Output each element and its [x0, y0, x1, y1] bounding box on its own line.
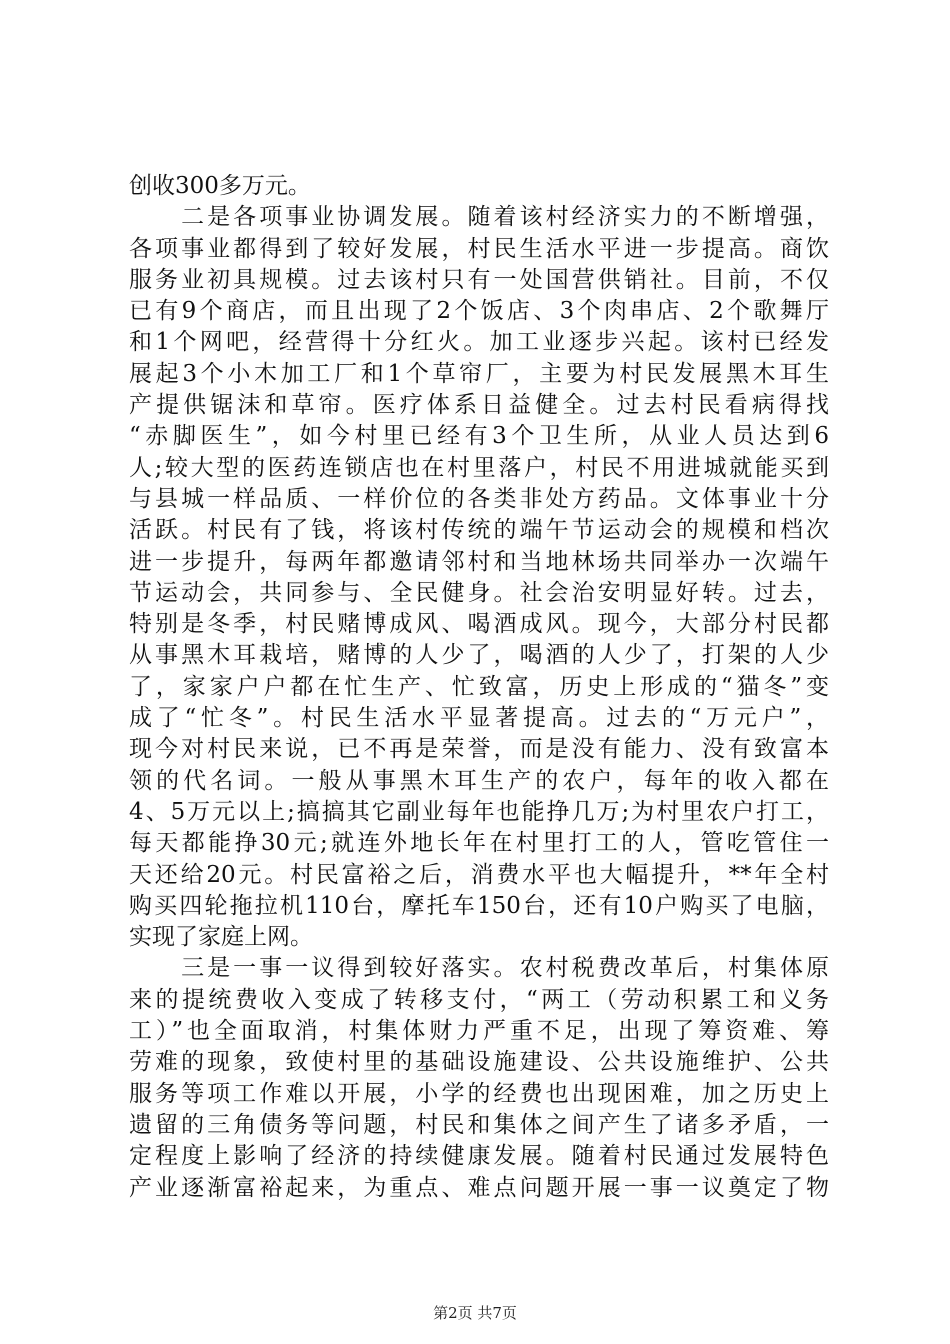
text-line: 从事黑木耳栽培，赌博的人少了，喝酒的人少了，打架的人少 — [129, 642, 829, 669]
text-line: 每天都能挣30元;就连外地长年在村里打工的人，管吃管住一 — [129, 830, 829, 857]
text-line: 活跃。村民有了钱，将该村传统的端午节运动会的规模和档次 — [129, 517, 829, 544]
text-line: 实现了家庭上网。 — [129, 924, 313, 951]
text-line: 各项事业都得到了较好发展，村民生活水平进一步提高。商饮 — [129, 235, 829, 262]
text-line: 已有9个商店，而且出现了2个饭店、3个肉串店、2个歌舞厅 — [129, 298, 829, 325]
text-line: 成了“忙冬”。村民生活水平显著提高。过去的“万元户”， — [129, 705, 829, 732]
text-line: 与县城一样品质、一样价位的各类非处方药品。文体事业十分 — [129, 485, 829, 512]
page-number-footer: 第2页 共7页 — [433, 1304, 517, 1322]
text-line: 服务业初具规模。过去该村只有一处国营供销社。目前，不仅 — [129, 266, 829, 293]
text-line: 产提供锯沫和草帘。医疗体系日益健全。过去村民看病得找 — [129, 392, 829, 419]
text-line: 创收300多万元。 — [129, 173, 311, 199]
text-line: 产业逐渐富裕起来，为重点、难点问题开展一事一议奠定了物 — [129, 1174, 829, 1201]
text-line: 工）”也全面取消，村集体财力严重不足，出现了筹资难、筹 — [129, 1018, 829, 1045]
text-line: 劳难的现象，致使村里的基础设施建设、公共设施维护、公共 — [129, 1049, 829, 1076]
text-line: 了，家家户户都在忙生产、忙致富，历史上形成的“猫冬”变 — [129, 673, 829, 700]
text-line: 来的提统费收入变成了转移支付，“两工（劳动积累工和义务 — [129, 986, 829, 1013]
text-line: 二是各项事业协调发展。随着该村经济实力的不断增强， — [129, 204, 829, 231]
text-line: 节运动会，共同参与、全民健身。社会治安明显好转。过去， — [129, 579, 829, 606]
text-line: 展起3个小木加工厂和1个草帘厂，主要为村民发展黑木耳生 — [129, 360, 829, 387]
text-line: 特别是冬季，村民赌博成风、喝酒成风。现今，大部分村民都 — [129, 611, 829, 638]
text-line: 领的代名词。一般从事黑木耳生产的农户，每年的收入都在 — [129, 767, 829, 794]
text-line: 服务等项工作难以开展，小学的经费也出现困难，加之历史上 — [129, 1080, 829, 1107]
body-text — [129, 171, 829, 1204]
text-line: 三是一事一议得到较好落实。农村税费改革后，村集体原 — [129, 955, 829, 982]
text-line: 和1个网吧，经营得十分红火。加工业逐步兴起。该村已经发 — [129, 329, 829, 356]
text-line: 人;较大型的医药连锁店也在村里落户，村民不用进城就能买到 — [129, 454, 829, 481]
text-line: 定程度上影响了经济的持续健康发展。随着村民通过发展特色 — [129, 1143, 829, 1170]
text-line: 现今对村民来说，已不再是荣誉，而是没有能力、没有致富本 — [129, 736, 829, 763]
text-line: 进一步提升，每两年都邀请邻村和当地林场共同举办一次端午 — [129, 548, 829, 575]
text-line: 天还给20元。村民富裕之后，消费水平也大幅提升，**年全村 — [129, 861, 829, 888]
text-line: “赤脚医生”，如今村里已经有3个卫生所，从业人员达到6 — [129, 423, 829, 450]
text-line: 购买四轮拖拉机110台，摩托车150台，还有10户购买了电脑， — [129, 892, 829, 919]
text-line: 4、5万元以上;搞搞其它副业每年也能挣几万;为村里农户打工， — [129, 798, 829, 825]
text-line: 遗留的三角债务等问题，村民和集体之间产生了诸多矛盾，一 — [129, 1111, 829, 1138]
